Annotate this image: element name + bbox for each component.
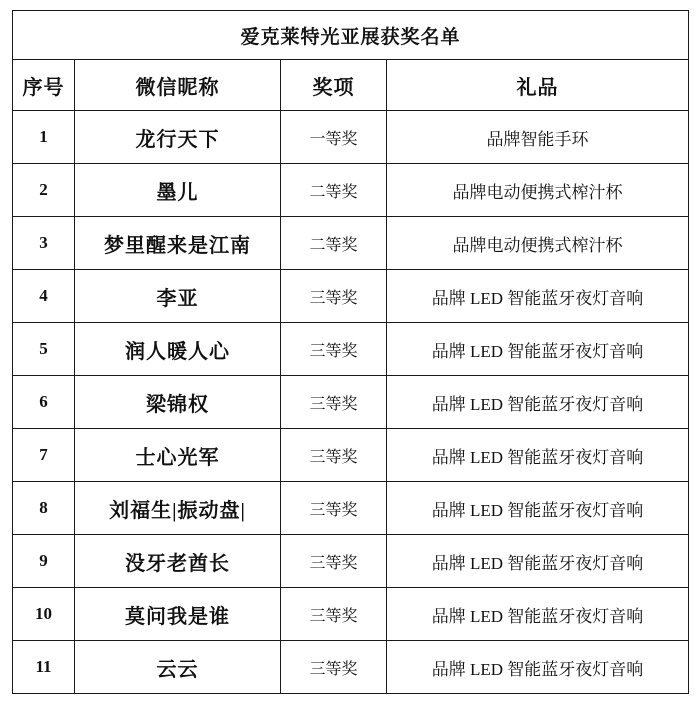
- row-gift: 品牌 LED 智能蓝牙夜灯音响: [387, 270, 689, 323]
- row-gift: 品牌 LED 智能蓝牙夜灯音响: [387, 376, 689, 429]
- row-nickname: 润人暖人心: [75, 323, 281, 376]
- row-gift: 品牌 LED 智能蓝牙夜灯音响: [387, 482, 689, 535]
- row-nickname: 梁锦权: [75, 376, 281, 429]
- row-prize: 三等奖: [281, 323, 387, 376]
- row-index: 4: [13, 270, 75, 323]
- row-nickname: 龙行天下: [75, 111, 281, 164]
- row-index: 5: [13, 323, 75, 376]
- row-prize: 三等奖: [281, 376, 387, 429]
- row-gift: 品牌 LED 智能蓝牙夜灯音响: [387, 641, 689, 694]
- table-row: [13, 270, 689, 323]
- column-header-nickname: 微信昵称: [75, 60, 281, 111]
- row-index: 8: [13, 482, 75, 535]
- row-gift: 品牌 LED 智能蓝牙夜灯音响: [387, 535, 689, 588]
- table-row: [13, 323, 689, 376]
- row-nickname: 李亚: [75, 270, 281, 323]
- row-nickname: 墨儿: [75, 164, 281, 217]
- row-index: 11: [13, 641, 75, 694]
- row-index: 2: [13, 164, 75, 217]
- row-gift: 品牌 LED 智能蓝牙夜灯音响: [387, 429, 689, 482]
- table-header-row: [13, 60, 689, 111]
- row-prize: 二等奖: [281, 164, 387, 217]
- table-row: [13, 588, 689, 641]
- row-nickname: 没牙老酋长: [75, 535, 281, 588]
- table-title-row: [13, 11, 689, 60]
- column-header-prize: 奖项: [281, 60, 387, 111]
- row-gift: 品牌电动便携式榨汁杯: [387, 164, 689, 217]
- row-gift: 品牌电动便携式榨汁杯: [387, 217, 689, 270]
- row-prize: 三等奖: [281, 535, 387, 588]
- row-nickname: 刘福生|振动盘|: [75, 482, 281, 535]
- row-index: 10: [13, 588, 75, 641]
- column-header-index: 序号: [13, 60, 75, 111]
- row-prize: 一等奖: [281, 111, 387, 164]
- row-index: 3: [13, 217, 75, 270]
- row-nickname: 莫问我是谁: [75, 588, 281, 641]
- row-prize: 二等奖: [281, 217, 387, 270]
- row-nickname: 士心光军: [75, 429, 281, 482]
- award-list-table: [12, 10, 689, 694]
- row-index: 7: [13, 429, 75, 482]
- row-prize: 三等奖: [281, 270, 387, 323]
- column-header-gift: 礼品: [387, 60, 689, 111]
- row-gift: 品牌 LED 智能蓝牙夜灯音响: [387, 323, 689, 376]
- table-row: [13, 164, 689, 217]
- row-index: 9: [13, 535, 75, 588]
- table-row: [13, 217, 689, 270]
- table-row: [13, 376, 689, 429]
- row-prize: 三等奖: [281, 588, 387, 641]
- row-gift: 品牌智能手环: [387, 111, 689, 164]
- table-row: [13, 535, 689, 588]
- table-row: [13, 111, 689, 164]
- document-title: 爱克莱特光亚展获奖名单: [13, 11, 689, 60]
- row-nickname: 云云: [75, 641, 281, 694]
- row-prize: 三等奖: [281, 482, 387, 535]
- row-prize: 三等奖: [281, 429, 387, 482]
- row-nickname: 梦里醒来是江南: [75, 217, 281, 270]
- table-row: [13, 482, 689, 535]
- row-index: 1: [13, 111, 75, 164]
- table-row: [13, 641, 689, 694]
- row-prize: 三等奖: [281, 641, 387, 694]
- row-index: 6: [13, 376, 75, 429]
- table-row: [13, 429, 689, 482]
- row-gift: 品牌 LED 智能蓝牙夜灯音响: [387, 588, 689, 641]
